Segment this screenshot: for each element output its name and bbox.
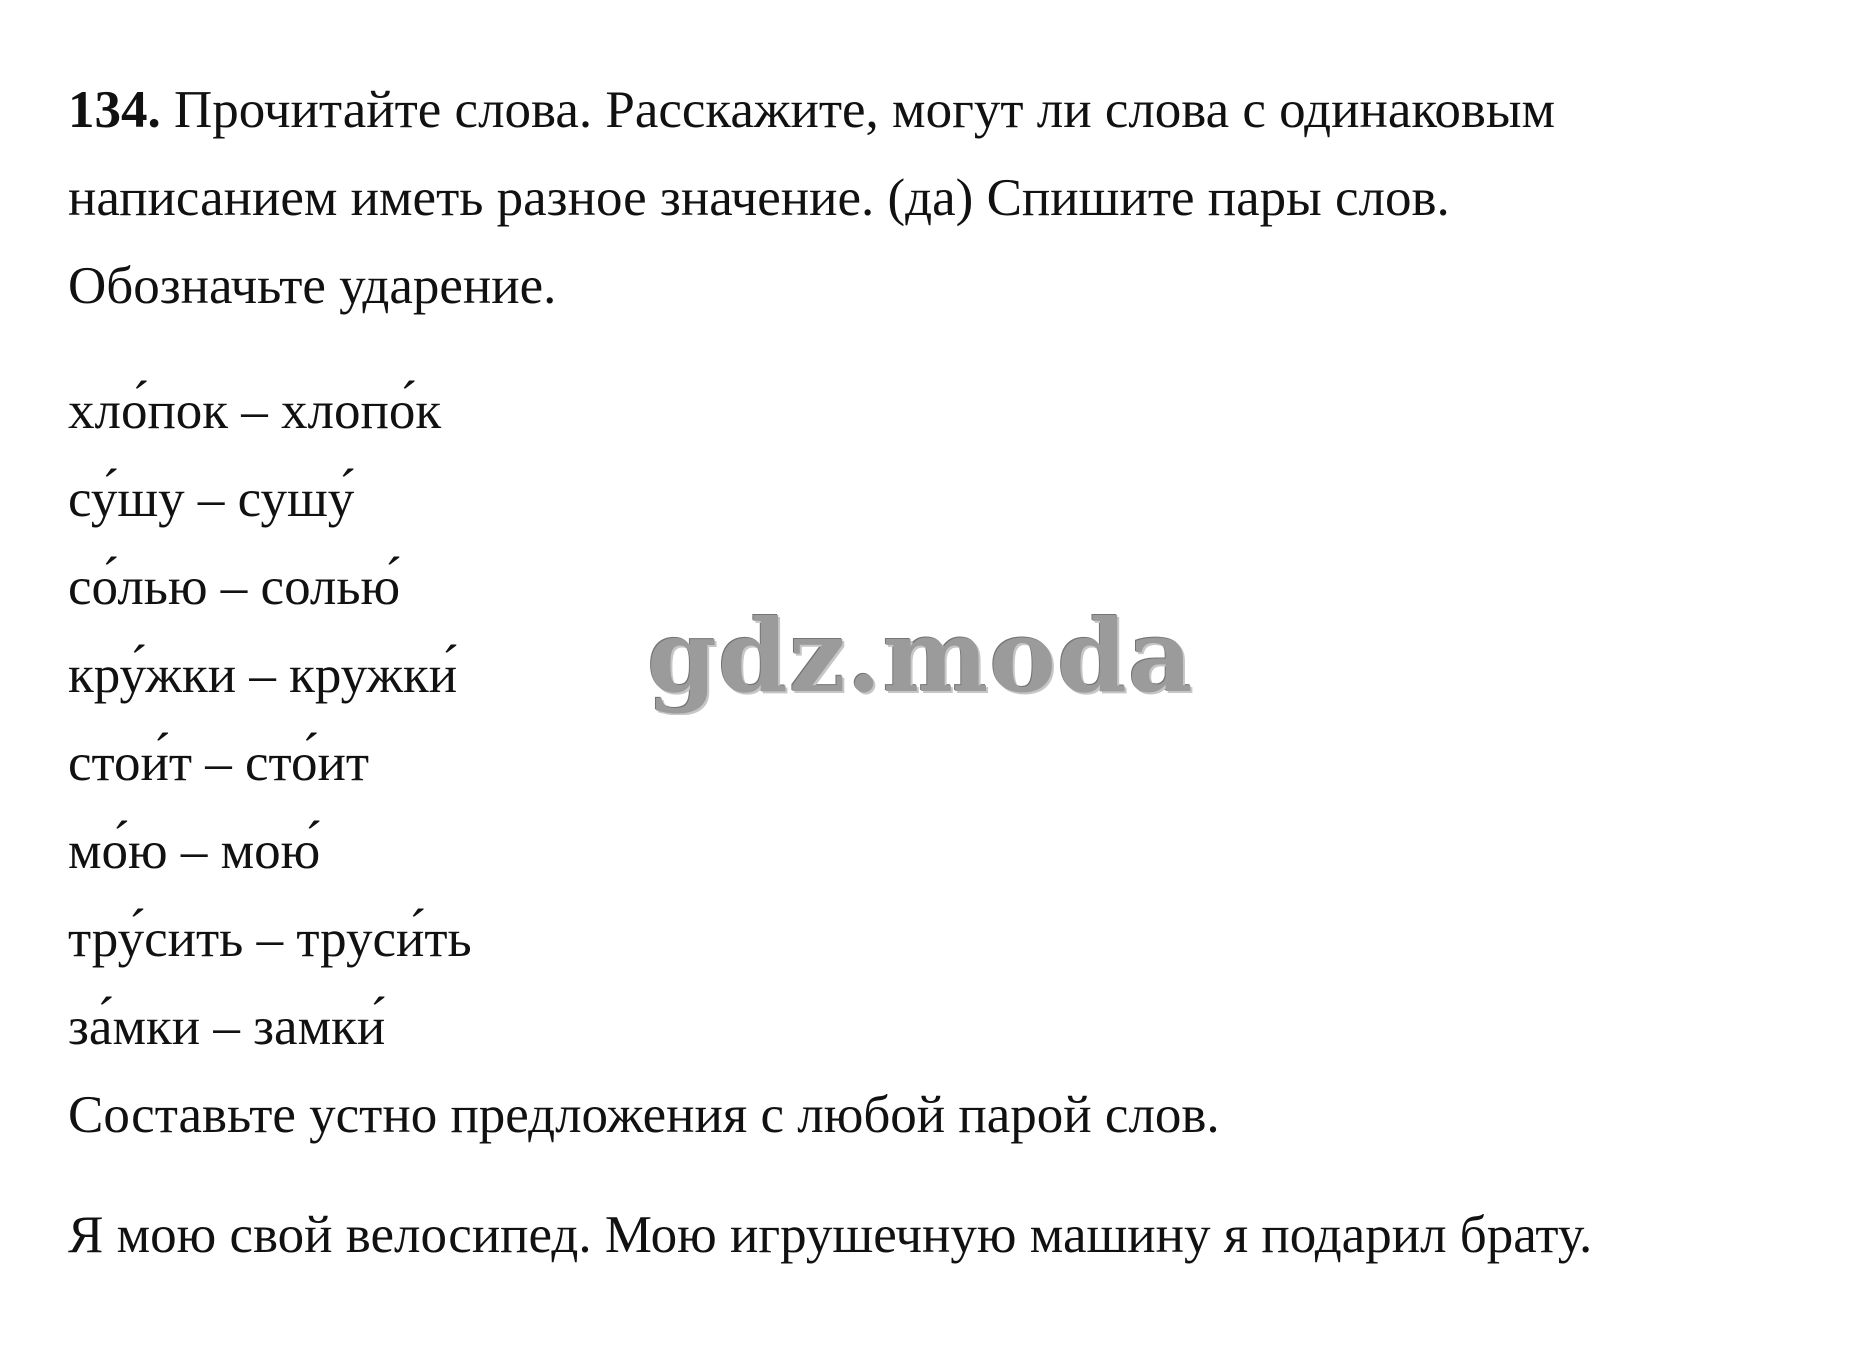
word-pair: за́мки – замки́ [68, 998, 386, 1056]
answer-text: Я мою свой велосипед. Мою игрушечную машину я подарил брату. [68, 1206, 1593, 1264]
word-pair: су́шу – сушу́ [68, 470, 355, 528]
word-pair: кру́жки – кружки́ [68, 646, 458, 704]
word-pair: со́лью – солью́ [68, 558, 401, 616]
task-line-3: Обозначьте ударение. [68, 257, 557, 315]
word-pair: тру́сить – труси́ть [68, 910, 472, 968]
task-line-2: написанием иметь разное значение. (да) Спишите пары слов. [68, 169, 1450, 227]
word-pairs-list [68, 367, 472, 1071]
followup-instruction: Составьте устно предложения с любой парой слов. [68, 1086, 1220, 1144]
task-line-1 [68, 66, 1555, 154]
word-pair: стои́т – сто́ит [68, 734, 370, 792]
task-statement [68, 66, 1555, 330]
task-number: 134. [68, 81, 161, 139]
watermark-logo: gdz.moda [647, 597, 1194, 715]
word-pair: хло́пок – хлопо́к [68, 382, 442, 440]
word-pair: мо́ю – мою́ [68, 822, 321, 880]
task-line-1-text: Прочитайте слова. Расскажите, могут ли слова с одинаковым [160, 81, 1556, 139]
